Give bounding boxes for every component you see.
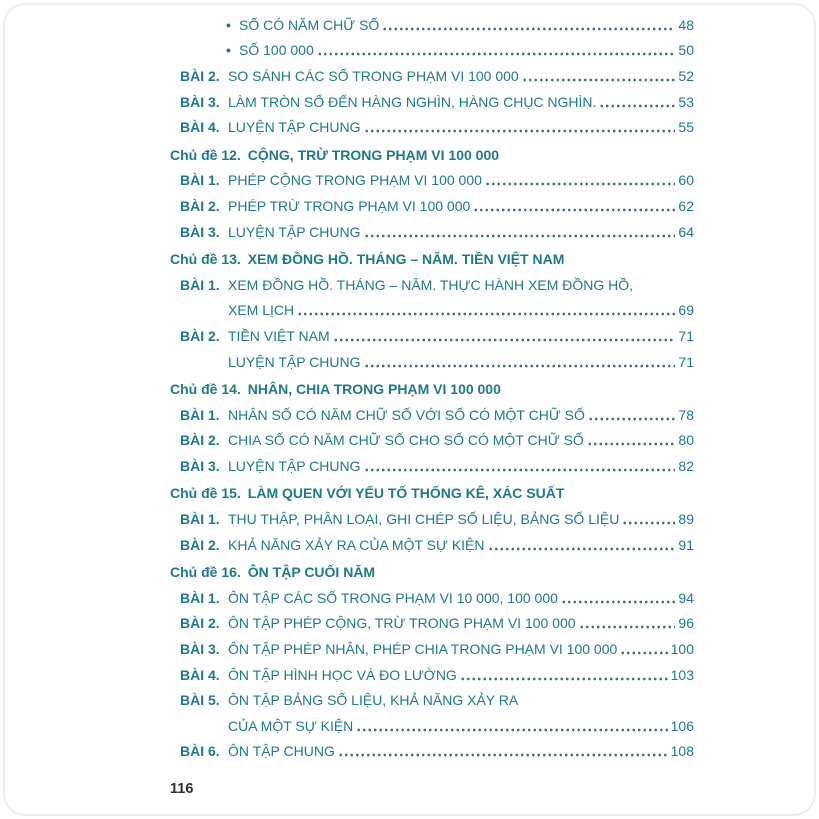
toc-entry-row <box>170 63 694 89</box>
toc-entry-label: BÀI 1. <box>180 406 220 423</box>
toc-entry-title: CHIA SỐ CÓ NĂM CHỮ SỐ CHO SỐ CÓ MỘT CHỮ SỐ <box>228 432 584 449</box>
toc-entry-title: SO SÁNH CÁC SỐ TRONG PHẠM VI 100 000 <box>228 67 519 84</box>
toc-entry-page: 69 <box>678 302 694 319</box>
toc-list <box>170 12 694 764</box>
dot-leader <box>333 337 676 343</box>
dot-leader <box>620 650 667 656</box>
toc-entry-row <box>170 193 694 219</box>
toc-entry-title: XEM LỊCH <box>228 302 295 319</box>
toc-entry-label: BÀI 3. <box>180 93 220 110</box>
toc-entry-page: 62 <box>678 197 694 214</box>
toc-entry-label: BÀI 4. <box>180 119 220 136</box>
toc-entry-page: 80 <box>678 432 694 449</box>
toc-entry-row <box>170 662 694 688</box>
dot-leader <box>364 467 676 473</box>
toc-entry-page: 108 <box>670 743 694 760</box>
toc-entry-label: BÀI 2. <box>180 197 220 214</box>
dot-leader <box>622 520 675 526</box>
toc-entry-page: 55 <box>678 119 694 136</box>
toc-chapter-row <box>170 481 694 507</box>
toc-entry-row <box>170 453 694 479</box>
toc-entry-title: THU THẬP, PHÂN LOẠI, GHI CHÉP SỐ LIỆU, BẢNG SỐ LIỆU <box>228 511 620 528</box>
toc-entry-row <box>170 611 694 637</box>
toc-entry-title: ÔN TẬP PHÉP CỘNG, TRỪ TRONG PHẠM VI 100 000 <box>228 615 576 632</box>
toc-entry-title: LUYỆN TẬP CHUNG <box>228 353 361 370</box>
toc-entry-page: 52 <box>678 67 694 84</box>
toc-entry-title: CỦA MỘT SỰ KIỆN <box>228 717 354 734</box>
toc-entry-title: ÔN TẬP HÌNH HỌC VÀ ĐO LƯỜNG <box>228 666 457 683</box>
toc-entry-label: BÀI 1. <box>180 172 220 189</box>
toc-entry-label: BÀI 2. <box>180 615 220 632</box>
toc-entry-label: BÀI 2. <box>180 432 220 449</box>
dot-leader <box>488 546 676 552</box>
toc-entry-title: NHÂN, CHIA TRONG PHẠM VI 100 000 <box>247 381 501 398</box>
toc-entry-label: BÀI 6. <box>180 743 220 760</box>
toc-entry-page: 106 <box>670 717 694 734</box>
toc-entry-label: BÀI 3. <box>180 641 220 658</box>
toc-entry-page: 96 <box>678 615 694 632</box>
toc-entry-row <box>170 272 694 298</box>
toc-entry-continuation-row <box>170 713 694 739</box>
toc-entry-continuation-row <box>170 298 694 324</box>
toc-chapter-row <box>170 246 694 272</box>
toc-entry-page: 94 <box>678 589 694 606</box>
toc-entry-page: 78 <box>678 406 694 423</box>
toc-entry-title: SỐ 100 000 <box>239 42 314 59</box>
toc-entry-title: TIỀN VIỆT NAM <box>228 327 330 344</box>
toc-entry-label: BÀI 3. <box>180 457 220 474</box>
dot-leader <box>561 599 676 605</box>
toc-entry-title: LÀM TRÒN SỐ ĐẾN HÀNG NGHÌN, HÀNG CHỤC NGHÌN. <box>228 93 597 110</box>
toc-entry-page: 50 <box>678 42 694 59</box>
dot-leader <box>317 51 676 57</box>
toc-entry-label: BÀI 3. <box>180 223 220 240</box>
toc-entry-title: KHẢ NĂNG XẢY RA CỦA MỘT SỰ KIỆN <box>228 536 485 553</box>
toc-entry-row <box>170 38 694 64</box>
toc-entry-page: 103 <box>670 666 694 683</box>
toc-entry-label: Chủ đề 16. <box>170 564 241 581</box>
toc-entry-title: LUYỆN TẬP CHUNG <box>228 119 361 136</box>
bullet-icon: • <box>226 16 231 33</box>
toc-entry-row <box>170 323 694 349</box>
dot-leader <box>338 752 668 758</box>
toc-entry-title: ÔN TẬP PHÉP NHÂN, PHÉP CHIA TRONG PHẠM VI 100 000 <box>228 641 618 658</box>
toc-entry-title: LUYỆN TẬP CHUNG <box>228 223 361 240</box>
toc-entry-row <box>170 532 694 558</box>
toc-entry-row <box>170 585 694 611</box>
toc-entry-row <box>170 739 694 765</box>
dot-leader <box>485 181 676 187</box>
dot-leader <box>522 77 676 83</box>
toc-entry-title: CỘNG, TRỪ TRONG PHẠM VI 100 000 <box>247 146 500 163</box>
toc-entry-row <box>170 506 694 532</box>
toc-entry-row <box>170 402 694 428</box>
dot-leader <box>364 128 676 134</box>
toc-entry-label: Chủ đề 12. <box>170 146 241 163</box>
toc-entry-label: BÀI 2. <box>180 536 220 553</box>
dot-leader <box>588 416 676 422</box>
toc-entry-title: XEM ĐỒNG HỒ. THÁNG – NĂM. TIỀN VIỆT NAM <box>247 251 565 268</box>
toc-entry-label: BÀI 1. <box>180 511 220 528</box>
dot-leader <box>473 207 675 213</box>
toc-entry-title: PHÉP TRỪ TRONG PHẠM VI 100 000 <box>228 197 471 214</box>
toc-entry-page: 71 <box>678 353 694 370</box>
toc-entry-page: 82 <box>678 457 694 474</box>
toc-entry-title: ÔN TẬP CUỐI NĂM <box>247 564 376 581</box>
toc-entry-row <box>170 168 694 194</box>
toc-entry-row <box>170 89 694 115</box>
dot-leader <box>587 441 676 447</box>
toc-chapter-row <box>170 559 694 585</box>
toc-entry-label: Chủ đề 13. <box>170 251 241 268</box>
dot-leader <box>579 624 676 630</box>
toc-entry-page: 53 <box>678 93 694 110</box>
toc-entry-title: ÔN TẬP BẢNG SỐ LIỆU, KHẢ NĂNG XẢY RA <box>228 692 519 709</box>
toc-entry-row <box>170 636 694 662</box>
toc-entry-row <box>170 12 694 38</box>
toc-entry-title: LUYỆN TẬP CHUNG <box>228 457 361 474</box>
toc-entry-row <box>170 687 694 713</box>
toc-entry-page: 64 <box>678 223 694 240</box>
toc-entry-label: BÀI 5. <box>180 692 220 709</box>
toc-entry-page: 91 <box>678 536 694 553</box>
dot-leader <box>356 727 667 733</box>
dot-leader <box>297 311 675 317</box>
toc-entry-page: 48 <box>678 16 694 33</box>
dot-leader <box>460 676 668 682</box>
dot-leader <box>382 26 675 32</box>
dot-leader <box>364 233 676 239</box>
toc-entry-label: Chủ đề 15. <box>170 485 241 502</box>
toc-entry-page: 100 <box>670 641 694 658</box>
toc-entry-label: BÀI 1. <box>180 589 220 606</box>
toc-entry-label: Chủ đề 14. <box>170 381 241 398</box>
toc-entry-label: BÀI 1. <box>180 276 220 293</box>
toc-entry-page: 71 <box>678 327 694 344</box>
toc-entry-title: LÀM QUEN VỚI YẾU TỐ THỐNG KÊ, XÁC SUẤT <box>247 485 565 502</box>
toc-entry-title: PHÉP CỘNG TRONG PHẠM VI 100 000 <box>228 172 482 189</box>
toc-chapter-row <box>170 142 694 168</box>
toc-entry-row <box>170 349 694 375</box>
toc-entry-title: NHÂN SỐ CÓ NĂM CHỮ SỐ VỚI SỐ CÓ MỘT CHỮ SỐ <box>228 406 585 423</box>
toc-entry-row <box>170 114 694 140</box>
page-number: 116 <box>170 781 194 797</box>
toc-entry-page: 89 <box>678 511 694 528</box>
toc-entry-title: SỐ CÓ NĂM CHỮ SỐ <box>239 16 380 33</box>
toc-entry-label: BÀI 4. <box>180 666 220 683</box>
toc-entry-title: ÔN TẬP CHUNG <box>228 743 335 760</box>
toc-entry-row <box>170 428 694 454</box>
toc-entry-title: XEM ĐỒNG HỒ. THÁNG – NĂM. THỰC HÀNH XEM ĐỒNG HỒ, <box>228 276 634 293</box>
dot-leader <box>599 103 675 109</box>
bullet-icon: • <box>226 42 231 59</box>
toc-chapter-row <box>170 376 694 402</box>
toc-entry-label: BÀI 2. <box>180 327 220 344</box>
toc-entry-row <box>170 219 694 245</box>
toc-entry-page: 60 <box>678 172 694 189</box>
dot-leader <box>364 363 676 369</box>
toc-entry-title: ÔN TẬP CÁC SỐ TRONG PHẠM VI 10 000, 100 000 <box>228 589 558 606</box>
toc-entry-label: BÀI 2. <box>180 67 220 84</box>
